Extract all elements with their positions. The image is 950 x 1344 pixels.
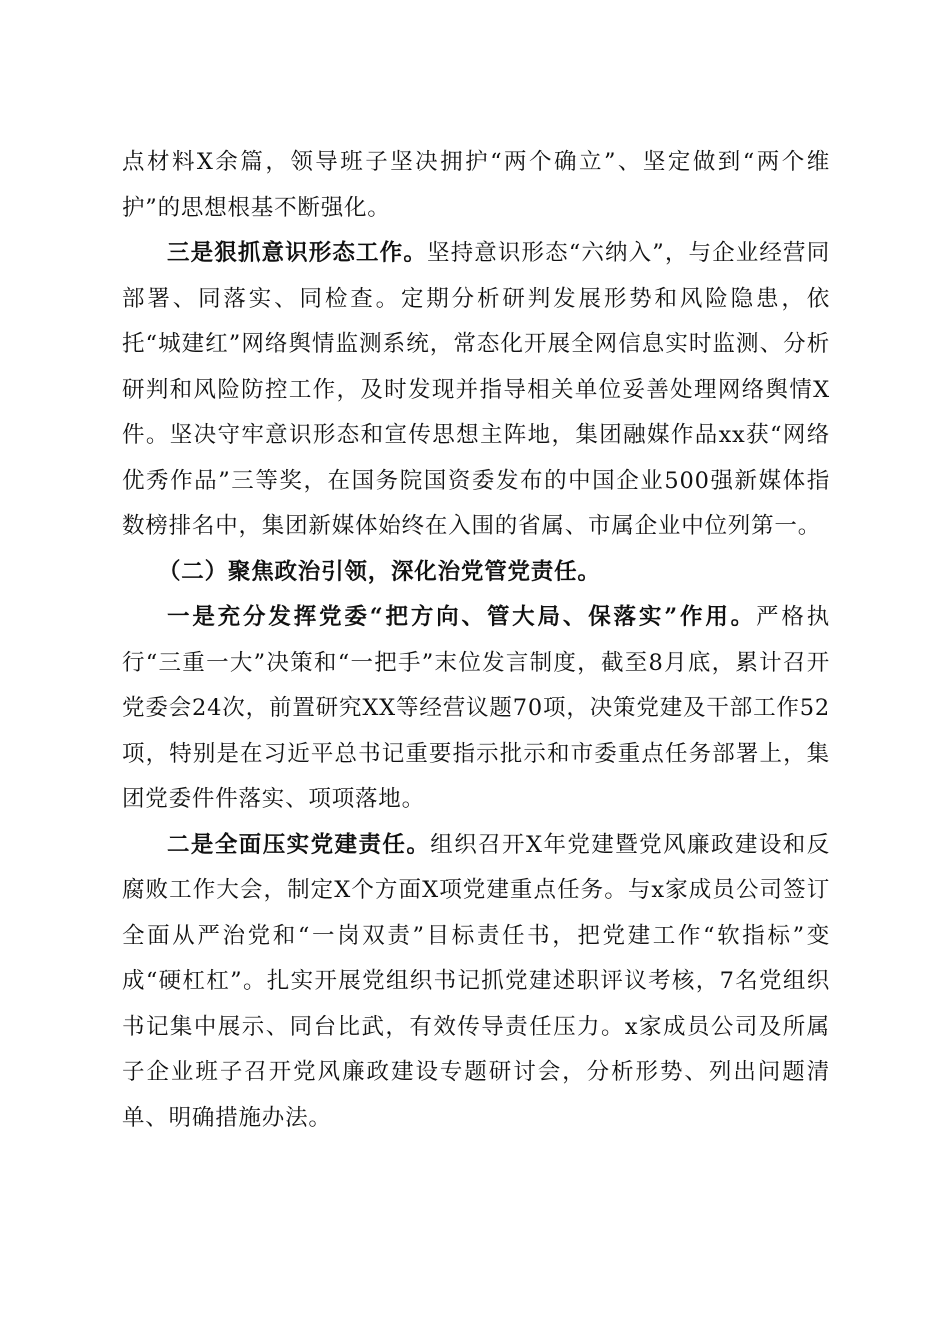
- paragraph-text: 严格执行“三重一大”决策和“一把手”末位发言制度，截至8月底，累计召开党委会24次，前置研究XX等经营议题70项，决策党建及干部工作52项，特别是在习近平总书记重要指示批示和市委重点任务部署上，集团党委件件落实、项项落地。: [122, 604, 830, 812]
- paragraph-continuation: [122, 140, 830, 231]
- document-body: [122, 140, 830, 1141]
- paragraph-party-building-responsibility: [122, 823, 830, 1142]
- paragraph-text: 点材料X余篇，领导班子坚决拥护“两个确立”、坚定做到“两个维护”的思想根基不断强化。: [122, 149, 830, 221]
- paragraph-ideology-work: [122, 231, 830, 550]
- paragraph-party-committee-role: [122, 595, 830, 823]
- paragraph-lead: 一是充分发挥党委“把方向、管大局、保落实”作用。: [167, 604, 757, 630]
- section-heading: [122, 550, 830, 596]
- paragraph-lead: 三是狠抓意识形态工作。: [167, 240, 427, 266]
- paragraph-lead: 二是全面压实党建责任。: [167, 831, 431, 858]
- paragraph-text: 组织召开X年党建暨党风廉政建设和反腐败工作大会，制定X个方面X项党建重点任务。与x家成员公司签订全面从严治党和“一岗双责”目标责任书，把党建工作“软指标”变成“硬杠杠”。扎实开展党组织书记抓党建述职评议考核，7名党组织书记集中展示、同台比武，有效传导责任压力。x家成员公司及所属子企业班子召开党风廉政建设专题研讨会，分析形势、列出问题清单、明确措施办法。: [122, 831, 830, 1131]
- section-heading-text: （二）聚焦政治引领，深化治党管党责任。: [158, 558, 601, 585]
- paragraph-text: 坚持意识形态“六纳入”，与企业经营同部署、同落实、同检查。定期分析研判发展形势和风险隐患，依托“城建红”网络舆情监测系统，常态化开展全网信息实时监测、分析研判和风险防控工作，及时发现并指导相关单位妥善处理网络舆情X件。坚决守牢意识形态和宣传思想主阵地，集团融媒作品xx获“网络优秀作品”三等奖，在国务院国资委发布的中国企业500强新媒体指数榜排名中，集团新媒体始终在入围的省属、市属企业中位列第一。: [122, 240, 830, 539]
